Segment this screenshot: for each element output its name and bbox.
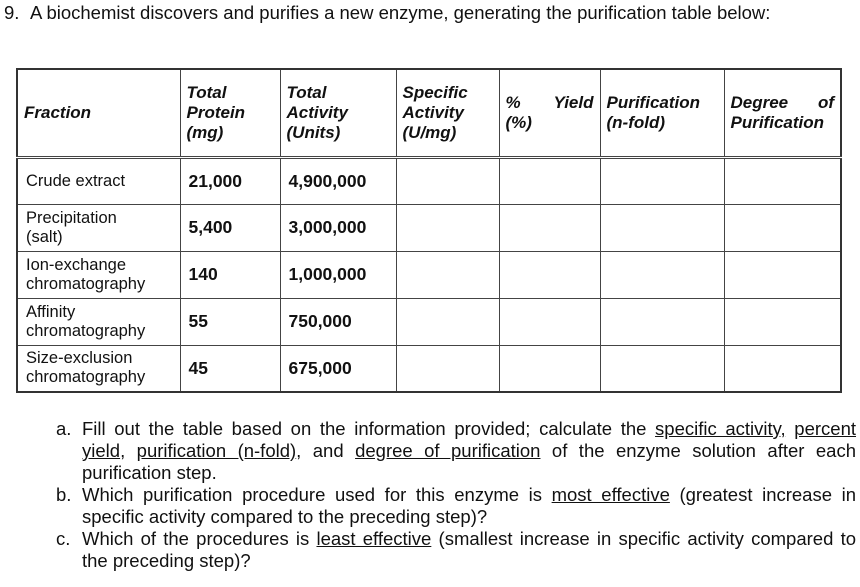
- total-protein-cell: 21,000: [180, 157, 280, 204]
- yield-cell[interactable]: [499, 157, 600, 204]
- header-purification: Purification (n-fold): [600, 69, 724, 157]
- subquestion-letter: c.: [56, 528, 71, 549]
- subquestion-letter: b.: [56, 484, 72, 505]
- yield-cell[interactable]: [499, 204, 600, 251]
- table-row: [17, 157, 841, 204]
- total-protein-cell: 5,400: [180, 204, 280, 251]
- subquestion-text: Fill out the table based on the information provided; calculate the specific activity, percent yield, purification (n-fold), and degree of purification of the enzyme solution after each purification step.: [82, 418, 857, 483]
- degree-cell[interactable]: [724, 298, 841, 345]
- subquestion-text: Which of the procedures is least effective (smallest increase in specific activity compared to the preceding step)?: [82, 528, 856, 571]
- table-row: [17, 204, 841, 251]
- fraction-cell: Precipitation (salt): [17, 204, 180, 251]
- total-protein-cell: 45: [180, 345, 280, 392]
- subquestion-text: Which purification procedure used for this enzyme is most effective (greatest increase in specific activity compared to the preceding step)?: [82, 484, 857, 527]
- question-number: 9.: [4, 2, 20, 23]
- subquestion-letter: a.: [56, 418, 72, 439]
- total-activity-cell: 1,000,000: [280, 251, 396, 298]
- degree-cell[interactable]: [724, 157, 841, 204]
- degree-cell[interactable]: [724, 204, 841, 251]
- total-activity-cell: 3,000,000: [280, 204, 396, 251]
- degree-cell[interactable]: [724, 251, 841, 298]
- specific-activity-cell[interactable]: [396, 157, 499, 204]
- specific-activity-cell[interactable]: [396, 345, 499, 392]
- question-9: [4, 2, 856, 24]
- purification-table: [16, 68, 842, 393]
- table-row: [17, 345, 841, 392]
- header-degree: Degree of Purification: [724, 69, 841, 157]
- purification-cell[interactable]: [600, 157, 724, 204]
- specific-activity-cell[interactable]: [396, 251, 499, 298]
- yield-cell[interactable]: [499, 345, 600, 392]
- total-activity-cell: 4,900,000: [280, 157, 396, 204]
- subquestion-b: [48, 484, 856, 528]
- question-text: A biochemist discovers and purifies a new enzyme, generating the purification table below:: [30, 2, 771, 23]
- fraction-cell: Affinity chromatography: [17, 298, 180, 345]
- header-total-protein: Total Protein (mg): [180, 69, 280, 157]
- subquestion-list: [48, 418, 856, 572]
- header-fraction: Fraction: [17, 69, 180, 157]
- subquestion-c: [48, 528, 856, 572]
- header-yield: % Yield (%): [499, 69, 600, 157]
- specific-activity-cell[interactable]: [396, 298, 499, 345]
- fraction-cell: Crude extract: [17, 157, 180, 204]
- table-row: [17, 251, 841, 298]
- total-protein-cell: 55: [180, 298, 280, 345]
- total-protein-cell: 140: [180, 251, 280, 298]
- header-specific-activity: Specific Activity (U/mg): [396, 69, 499, 157]
- header-total-activity: Total Activity (Units): [280, 69, 396, 157]
- total-activity-cell: 675,000: [280, 345, 396, 392]
- fraction-cell: Ion-exchange chromatography: [17, 251, 180, 298]
- purification-cell[interactable]: [600, 204, 724, 251]
- fraction-cell: Size-exclusion chromatography: [17, 345, 180, 392]
- purification-cell[interactable]: [600, 251, 724, 298]
- specific-activity-cell[interactable]: [396, 204, 499, 251]
- table-row: [17, 298, 841, 345]
- subquestion-a: [48, 418, 856, 484]
- yield-cell[interactable]: [499, 298, 600, 345]
- purification-cell[interactable]: [600, 298, 724, 345]
- header-row: [17, 69, 841, 157]
- yield-cell[interactable]: [499, 251, 600, 298]
- total-activity-cell: 750,000: [280, 298, 396, 345]
- degree-cell[interactable]: [724, 345, 841, 392]
- purification-cell[interactable]: [600, 345, 724, 392]
